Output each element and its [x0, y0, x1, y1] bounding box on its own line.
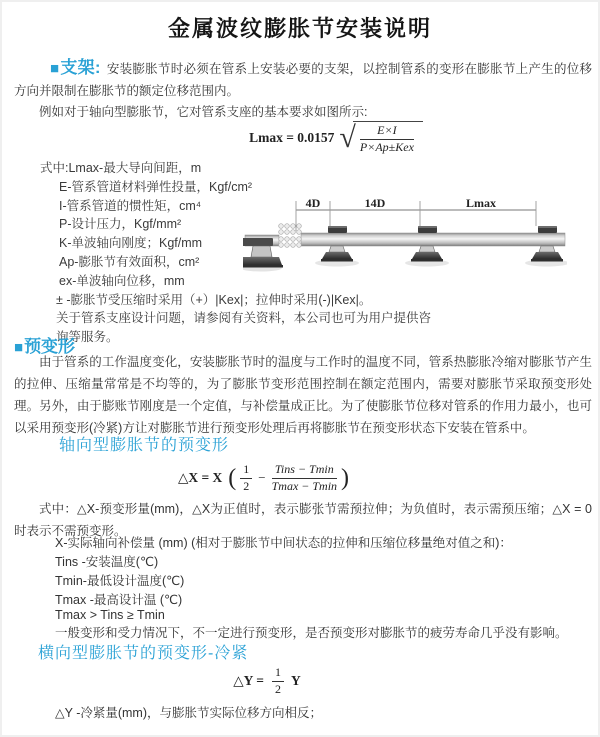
formula-content — [233, 666, 300, 697]
diagram-svg — [243, 195, 567, 291]
fraction-numerator: E×I — [360, 124, 414, 140]
formula-content — [249, 121, 423, 155]
dimension-label-14d: 14D — [364, 196, 386, 210]
temp-inequality-line: Tmax > Tins ≥ Tmin — [55, 608, 165, 622]
tmax-line: Tmax -最高设计温 (℃) — [55, 593, 183, 607]
pipe — [301, 233, 565, 246]
formula-rhs: Y — [290, 673, 301, 688]
lateral-note-line: △Y -冷紧量(mm)，与膨胀节实际位移方向相反； — [55, 706, 323, 720]
minus-operator: − — [258, 470, 266, 485]
definition-line: 式中:Lmax-最大导向间距，m — [40, 161, 202, 175]
fraction — [360, 124, 414, 155]
axial-note-paragraph: 式中：△X-预变形量(mm)，△X为正值时，表示膨张节需预拉伸；为负值时，表示需预压缩；△X = 0时表示不需预变形。 — [14, 502, 592, 538]
fraction-numerator: 1 — [240, 463, 252, 479]
definition-line: P-设计压力，Kgf/mm² — [59, 217, 182, 232]
dimension-label-4d: 4D — [305, 196, 321, 210]
example-paragraph: 例如对于轴向型膨胀节，它对管系支座的基本要求如图所示: — [39, 105, 368, 119]
radical-sign: √ — [339, 121, 356, 154]
definition-line: K-单波轴向刚度；Kgf/mm — [59, 236, 203, 251]
definition-line: ex-单波轴向位移，mm — [59, 273, 185, 288]
definition-line: Ap-膨胀节有效面积，cm² — [59, 254, 200, 269]
tins-line: Tins -安装温度(℃) — [55, 555, 159, 569]
fraction-numerator: Tins − Tmin — [272, 463, 337, 479]
tmin-line: Tmin-最低设计温度(℃) — [55, 574, 185, 588]
page-title: 金属波纹膨胀节安装说明 — [167, 16, 432, 41]
support-text: 安装膨胀节时必须在管系上安装必要的支架，以控制管系的变形在膨胀节上产生的位移方向并限制在膨胀节的额定位移范围内。 — [14, 62, 592, 98]
fraction-denominator: Tmax − Tmin — [271, 478, 338, 493]
half-fraction — [272, 666, 284, 697]
temperature-fraction — [272, 463, 337, 494]
definition-line: I-管系管道的惯性矩，cm⁴ — [59, 198, 202, 213]
fraction-numerator: 1 — [272, 666, 284, 682]
formula-lhs: Lmax = 0.0157 — [249, 130, 335, 145]
axial-preform-formula — [2, 459, 600, 497]
radicand — [353, 121, 423, 155]
pipe-support-diagram — [243, 195, 567, 296]
subheading-lateral: 横向型膨胀节的预变形-冷紧 — [38, 645, 249, 662]
fraction-denominator: P×Ap±Kex — [359, 140, 414, 154]
section-label-support: 支架: — [60, 58, 101, 77]
definition-line: E-管系管道材料弹性投量，Kgf/cm² — [59, 179, 253, 194]
lateral-formula — [2, 664, 600, 698]
section-label-preform: 预变形 — [24, 337, 76, 356]
formula-lhs: △Y = — [233, 673, 264, 688]
fraction-denominator: 2 — [274, 681, 281, 696]
close-paren: ) — [341, 464, 350, 491]
formula-content — [178, 463, 350, 494]
formula-lhs: △X = X — [177, 470, 223, 485]
section-square-marker: ■ — [14, 339, 24, 356]
guide-spacing-formula — [2, 120, 600, 156]
x-definition-line: X-实际轴向补偿量 (mm) (相对于膨胀节中间状态的拉伸和压缩位移量绝对值之和)： — [55, 536, 512, 550]
definition-line: ± -膨胀节受压缩时采用（+）|Kex|；拉伸时采用(-)|Kex|。 — [56, 292, 372, 307]
dimension-label-lmax: Lmax — [466, 196, 496, 210]
fraction-denominator: 2 — [243, 478, 250, 493]
definition-line: 关于管系支座设计问题，请参阅有关资料，本公司也可为用户提供咨询等服务。 — [56, 311, 432, 345]
half-fraction — [240, 463, 252, 494]
bellows-icon — [279, 224, 302, 248]
support-paragraph — [14, 57, 592, 102]
subheading-axial: 轴向型膨胀节的预变形 — [59, 437, 230, 454]
preform-paragraph: 由于管系的工作温度变化，安装膨胀节时的温度与工作时的温度不同，管系热膨胀冷缩对膨胀节产生的拉伸、压缩量常常是不均等的，为了膨胀节变形范围控制在额定范围内，需要对膨胀节采取预变形处理。另外，由于膨账节刚度是一个定值，与补偿量成正比。为了使膨胀节位移对管系的作用力最小，也可以采用预变形(冷紧)方让对膨胀节进行预变形处理后再将膨胀节在预变形状态下安装在管系中。 — [14, 355, 592, 435]
general-note-line: 一般变形和受力情况下，不一定进行预变形，是否预变形对膨胀节的疲劳寿命几乎没有影响。 — [55, 626, 568, 640]
open-paren: ( — [228, 464, 237, 491]
section-square-marker: ■ — [50, 60, 60, 77]
